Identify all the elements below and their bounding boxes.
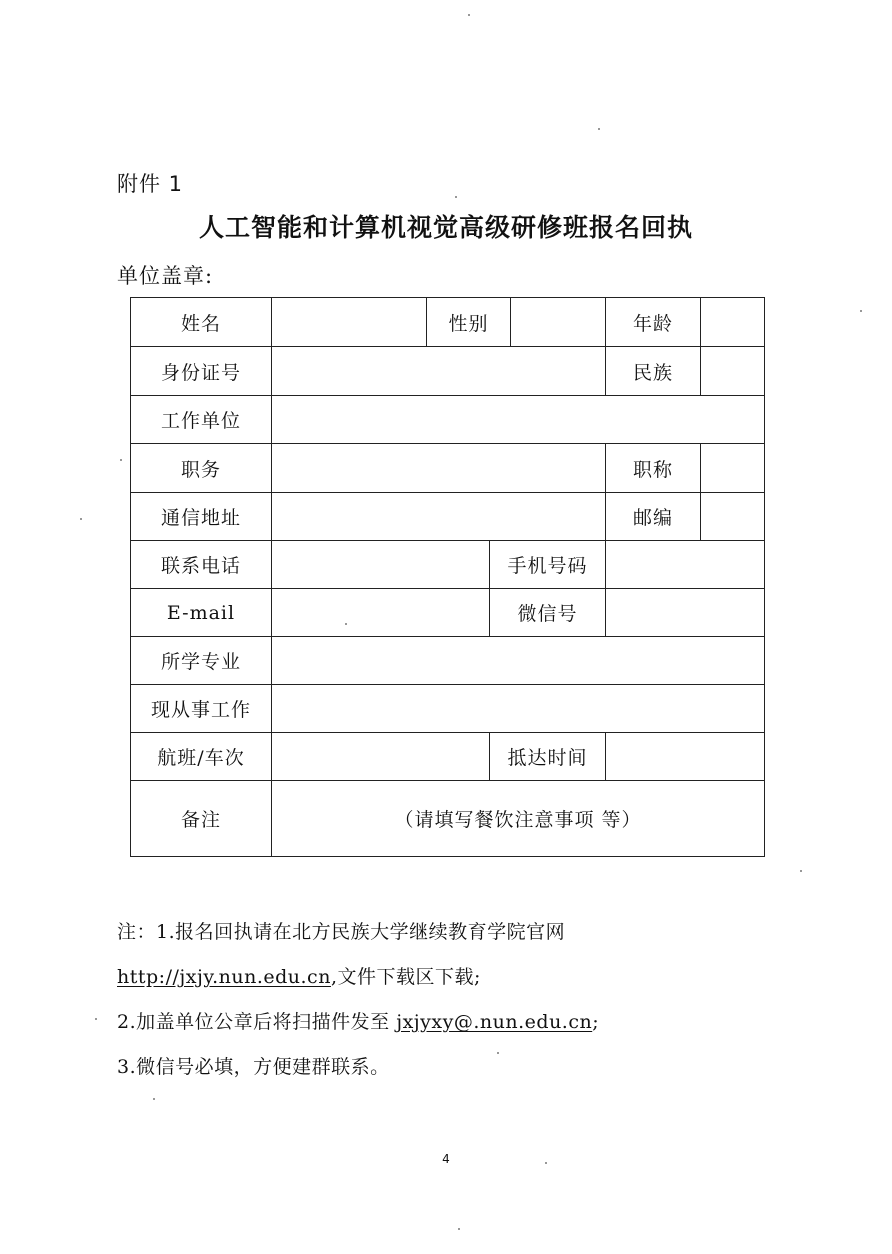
age-field[interactable] [701,298,765,347]
note-line-1 [117,910,817,955]
id-label: 身份证号 [131,347,272,396]
scan-speck [80,518,82,520]
note-line-2 [117,955,817,1000]
page-title: 人工智能和计算机视觉高级研修班报名回执 [198,213,693,242]
name-field[interactable] [272,298,427,347]
notes-section [117,910,817,1090]
scan-speck [545,1162,547,1164]
travel-label: 航班/车次 [131,733,272,781]
email-link[interactable]: jxjyxy@.nun.edu.cn [396,1011,593,1033]
scan-speck [458,1228,460,1230]
table-row [131,637,765,685]
table-row [131,493,765,541]
major-label: 所学专业 [131,637,272,685]
note-1-text: 1.报名回执请在北方民族大学继续教育学院官网 [156,921,566,943]
postcode-field[interactable] [701,493,765,541]
scan-speck [598,128,600,130]
mobile-label: 手机号码 [490,541,606,589]
table-row [131,781,765,857]
employer-label: 工作单位 [131,396,272,444]
table-row [131,685,765,733]
gender-field[interactable] [511,298,606,347]
stamp-label: 单位盖章: [117,264,214,288]
arrival-label: 抵达时间 [490,733,606,781]
employer-field[interactable] [272,396,765,444]
table-row [131,396,765,444]
age-label: 年龄 [606,298,701,347]
major-field[interactable] [272,637,765,685]
attachment-label: 附件 1 [117,172,184,196]
scan-speck [455,196,457,198]
scan-speck [800,870,802,872]
ethnicity-label: 民族 [606,347,701,396]
note-3-end: ; [592,1011,600,1033]
position-label: 职务 [131,444,272,493]
note-3-text: 2.加盖单位公章后将扫描件发至 [117,1011,390,1033]
note-line-3 [117,1000,817,1045]
scan-speck [95,1018,97,1020]
current-work-field[interactable] [272,685,765,733]
phone-label: 联系电话 [131,541,272,589]
table-row [131,589,765,637]
position-field[interactable] [272,444,606,493]
ethnicity-field[interactable] [701,347,765,396]
scan-speck [345,623,347,625]
remarks-field[interactable]: （请填写餐饮注意事项 等） [272,781,765,857]
travel-field[interactable] [272,733,490,781]
title-field[interactable] [701,444,765,493]
table-row [131,541,765,589]
scan-speck [860,310,862,312]
registration-form-table [130,297,765,857]
table-row [131,298,765,347]
note-line-4: 3.微信号必填，方便建群联系。 [117,1056,390,1078]
note-2-text: ,文件下载区下载; [330,966,481,988]
id-field[interactable] [272,347,606,396]
phone-field[interactable] [272,541,490,589]
scan-speck [497,1052,499,1054]
current-work-label: 现从事工作 [131,685,272,733]
postcode-label: 邮编 [606,493,701,541]
wechat-field[interactable] [606,589,765,637]
arrival-field[interactable] [606,733,765,781]
name-label: 姓名 [131,298,272,347]
title-label: 职称 [606,444,701,493]
website-link[interactable]: http://jxjy.nun.edu.cn [117,966,331,988]
scan-speck [468,14,470,16]
scan-speck [153,1098,155,1100]
email-field[interactable] [272,589,490,637]
table-row [131,444,765,493]
page-number: 4 [442,1152,450,1166]
mobile-field[interactable] [606,541,765,589]
remarks-label: 备注 [131,781,272,857]
address-field[interactable] [272,493,606,541]
address-label: 通信地址 [131,493,272,541]
notes-prefix: 注： [117,921,157,943]
table-row [131,347,765,396]
gender-label: 性别 [427,298,511,347]
table-row [131,733,765,781]
email-label: E-mail [131,589,272,637]
wechat-label: 微信号 [490,589,606,637]
scan-speck [120,459,122,461]
